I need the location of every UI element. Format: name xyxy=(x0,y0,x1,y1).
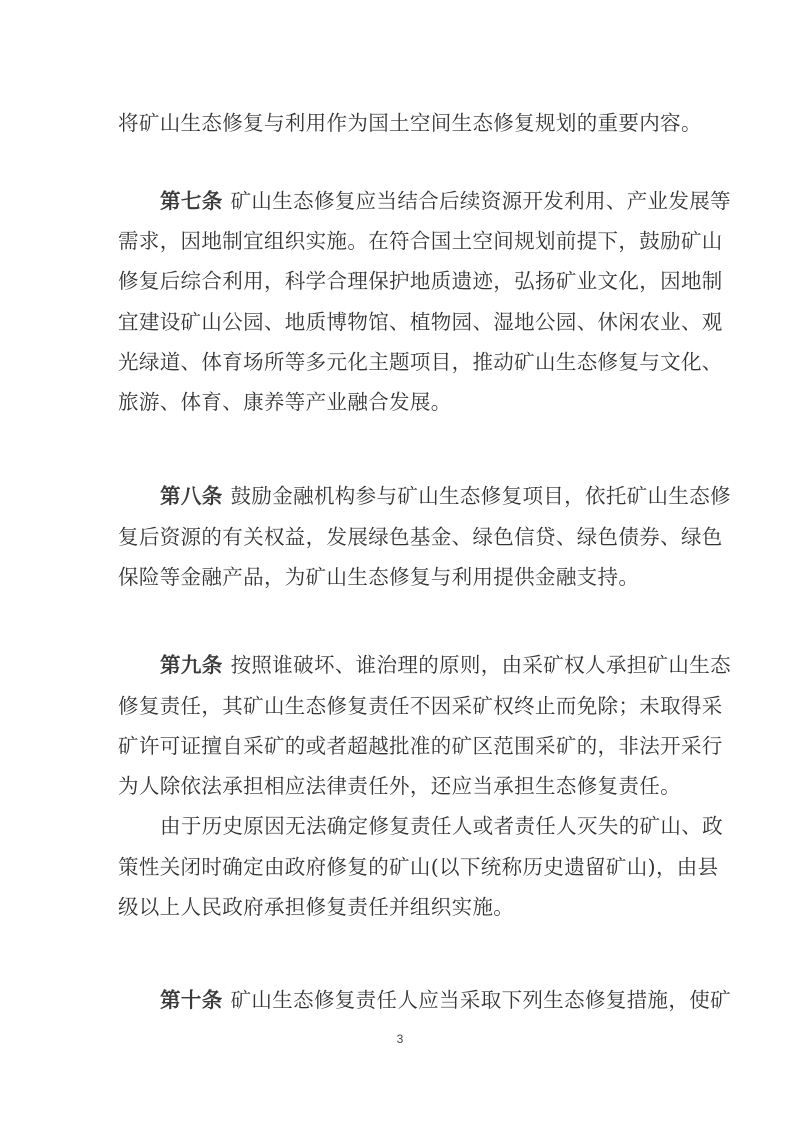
line-text: 旅游、体育、康养等产业融合发展。 xyxy=(118,390,452,414)
line-text: 鼓励金融机构参与矿山生态修复项目，依托矿山生态修 xyxy=(230,484,731,508)
line-text: 按照谁破坏、谁治理的原则，由采矿权人承担矿山生态 xyxy=(230,653,731,677)
text-line xyxy=(118,349,723,375)
line-text: 保险等金融产品，为矿山生态修复与利用提供金融支持。 xyxy=(118,565,640,589)
article-number: 第八条 xyxy=(160,484,223,508)
text-line xyxy=(118,228,723,254)
line-text: 修复责任，其矿山生态修复责任不因采矿权终止而免除；未取得采 xyxy=(118,694,723,718)
text-line xyxy=(118,854,719,880)
line-text: 复后资源的有关权益，发展绿色基金、绿色信贷、绿色债券、绿色 xyxy=(118,525,723,549)
line-text: 将矿山生态修复与利用作为国土空间生态修复规划的重要内容。 xyxy=(118,111,702,135)
text-line xyxy=(118,773,684,799)
text-line xyxy=(118,268,723,294)
page-number: 3 xyxy=(396,1032,404,1046)
text-line xyxy=(118,894,684,920)
line-text: 光绿道、体育场所等多元化主题项目，推动矿山生态修复与文化、 xyxy=(118,350,723,374)
text-line xyxy=(118,524,723,550)
line-text: 宜建设矿山公园、地质博物馆、植物园、湿地公园、休闲农业、观 xyxy=(118,310,723,334)
line-text: 矿山生态修复责任人应当采取下列生态修复措施，使矿 xyxy=(230,988,731,1012)
article-heading-line xyxy=(160,188,731,214)
article-number: 第九条 xyxy=(160,653,223,677)
text-line xyxy=(118,693,723,719)
text-line xyxy=(118,110,702,136)
line-text: 矿许可证擅自采矿的或者超越批准的矿区范围采矿的，非法开采行 xyxy=(118,734,723,758)
article-number: 第七条 xyxy=(160,189,223,213)
text-line xyxy=(118,733,723,759)
text-line xyxy=(118,309,723,335)
line-text: 策性关闭时确定由政府修复的矿山(以下统称历史遗留矿山)，由县 xyxy=(118,855,719,879)
article-heading-line xyxy=(160,987,731,1013)
line-text: 修复后综合利用，科学合理保护地质遗迹，弘扬矿业文化，因地制 xyxy=(118,269,723,293)
line-text: 由于历史原因无法确定修复责任人或者责任人灭失的矿山、政 xyxy=(160,814,723,838)
article-heading-line xyxy=(160,652,731,678)
line-text: 矿山生态修复应当结合后续资源开发利用、产业发展等 xyxy=(230,189,731,213)
article-heading-line xyxy=(160,483,731,509)
line-text: 级以上人民政府承担修复责任并组织实施。 xyxy=(118,895,515,919)
article-number: 第十条 xyxy=(160,988,223,1012)
line-text: 需求，因地制宜组织实施。在符合国土空间规划前提下，鼓励矿山 xyxy=(118,229,723,253)
text-line xyxy=(118,389,684,415)
text-line xyxy=(160,813,723,839)
line-text: 为人除依法承担相应法律责任外，还应当承担生态修复责任。 xyxy=(118,774,681,798)
text-line xyxy=(118,564,684,590)
